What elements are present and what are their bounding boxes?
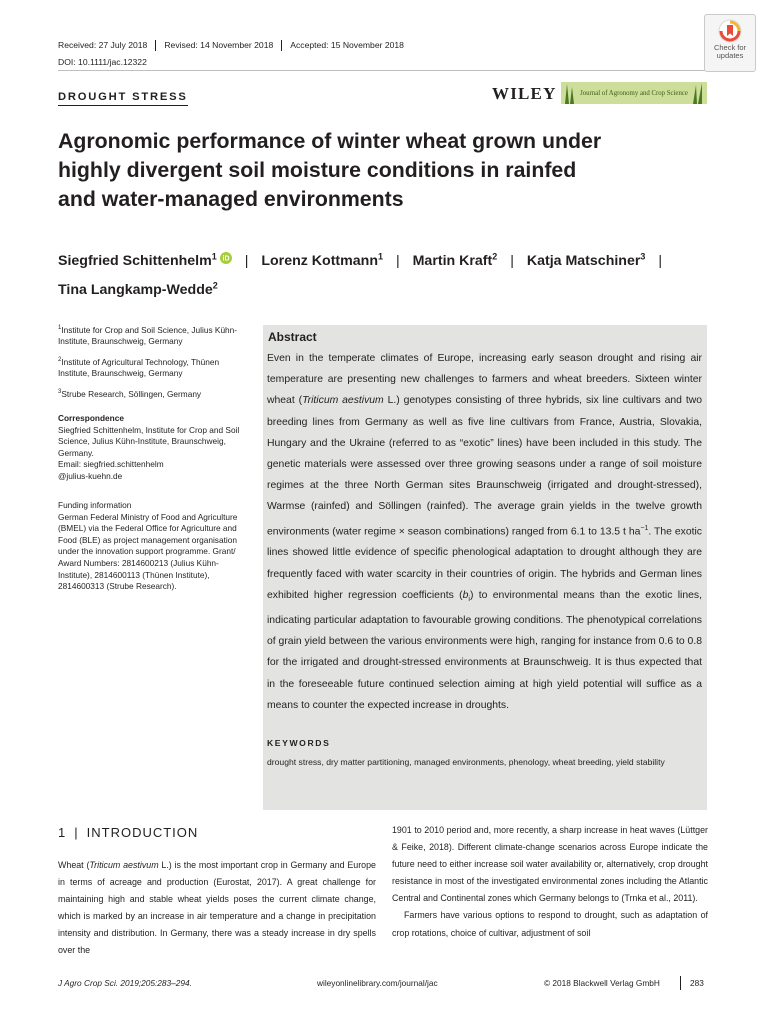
intro-column-1: Wheat (Triticum aestivum L.) is the most important crop in Germany and Europe in terms of acreage and production (Eurostat, 2017). A great challenge for maintaining high and stable wheat yields poses the current climate change, which is marked by an increase in air temperature and a change in precipitation intensity and distribution. In Germany, there was a steady increase in dry spells over the [58,860,376,956]
correspondence-heading: Correspondence [58,413,124,423]
grass-right-icon [691,82,705,104]
journal-banner [561,82,707,104]
author-separator: | [510,252,514,269]
author-separator: | [395,252,400,269]
journal-url[interactable]: wileyonlinelibrary.com/journal/jac [317,978,438,988]
abstract-text: Even in the temperate climates of Europe, increasing early season drought and rising air temperature are presenting new challenges to farmers and wheat breeders. Sixteen winter wheat (Triticum aestivum L.) genotypes consisting of three hybrids, six line cultivars and two breeding lines from Germany as well as five line cultivars from France, Austria, Slovakia, Hungary and the Ukraine (referred to as “exotic” lines) have been included in this study. The genetic materials were assessed over three growing seasons under a range of soil moisture regimes at the three North German sites Braunschweig (irrigated and drought-stressed), Warmse (rainfed) and Söllingen (rainfed). The average grain yields in the twelve growth environments (water regime × season combinations) ranged from 6.1 to 13.5 t $ha^{-1}$. The exotic lines showed little evidence of specific phenological adaptation to drought although they are frequently faced with water scarcity in their countries of origin. The hybrids and German lines exhibited higher regression coefficients $(b_i)$ to environmental means than the exotic lines, indicating particular adaptation to favourable growing conditions. The phenotypical correlations of grain yield between the various environments were high, ranging for instance from 0.6 to 0.8 for the irrigated and drought-stressed environments at Braunschweig. It is thus expected that in the foreseeable future continued selection aiming at high yield potential will suffice as a means to counter the expected increase in droughts. [267,353,702,711]
doi[interactable]: DOI: 10.1111/jac.12322 [58,57,147,67]
intro-paragraph: Farmers have various options to respond to drought, such as adaptation of crop rotations, choice of cultivar, adjustment of soil [392,910,708,938]
author-4[interactable]: Katja Matschiner$^3$ [526,251,646,269]
keywords-list: drought stress, dry matter partitioning, managed environments, phenology, wheat breeding, yield stability [267,757,665,767]
funding-heading: Funding information [58,500,132,510]
intro-column-2 [392,822,708,942]
intro-paragraph: 1901 to 2010 period and, more recently, a sharp increase in heat waves (Lüttger & Feike, 2018). Different climate-change scenarios across Europe indicate the future need to either increase soil water availability or, alternatively, crop drought resistance in most of the investigated environmental zones including the Atlantic Central and Continental zones which Germany belongs to (Trnka et al., 2011). [392,825,708,904]
correspondence-block [58,413,250,483]
article-dates [58,40,420,51]
funding-text: German Federal Ministry of Food and Agriculture (BMEL) via the Federal Office for Agriculture and Food (BLE) as project management organisation under the innovation support programme. Grant/ Award Numbers: 2814600213 (Julius Kühn-Institute), 2814600113 (Thünen Institute), 2814600313 (Strube Research). [58,511,238,592]
grass-left-icon [563,82,577,104]
copyright: © 2018 Blackwell Verlag GmbH [544,978,660,988]
journal-name: Journal of Agronomy and Crop Science [580,89,688,97]
journal-citation: J Agro Crop Sci. 2019;205:283–294. [58,978,192,988]
affiliation-3: $^3$Strube Research, Söllingen, Germany [58,388,202,399]
check-for-updates-button[interactable] [704,14,756,72]
funding-block [58,500,250,593]
author-separator: | [244,252,249,269]
svg-text:iD: iD [222,255,230,263]
affiliation-2: $^2$Institute of Agricultural Technology, Thünen Institute, Braunschweig, Germany [58,356,220,379]
keywords-heading: KEYWORDS [267,738,331,748]
section-title: INTRODUCTION [86,825,199,840]
section-tag: DROUGHT STRESS [58,91,188,106]
affiliation-1: $^1$Institute for Crop and Soil Science, Julius Kühn-Institute, Braunschweig, Germany [58,324,238,347]
article-title: Agronomic performance of winter wheat grown under highly divergent soil moisture conditions in rainfed and water-managed environments [58,129,602,211]
author-2[interactable]: Lorenz Kottmann$^1$ [261,251,384,269]
author-3[interactable]: Martin Kraft$^2$ [412,251,498,269]
section-number: 1 [58,825,67,840]
section-separator: | [74,825,79,840]
author-separator: | [658,252,663,269]
correspondence-text: Siegfried Schittenhelm, Institute for Crop and Soil Science, Julius Kühn-Institute, Braunschweig, Germany. [58,424,240,458]
footer-divider [680,976,681,990]
accepted-date: Accepted: 15 November 2018 [290,40,404,50]
check-label-1: Check for [713,43,747,52]
page-number: 283 [690,978,704,988]
received-date: Received: 27 July 2018 [58,40,156,51]
revised-date: Revised: 14 November 2018 [164,40,282,51]
abstract-heading: Abstract [268,330,317,344]
author-5[interactable]: Tina Langkamp-Wedde$^2$ [58,280,218,299]
header-divider [58,70,706,71]
orcid-icon[interactable] [220,252,232,264]
author-1[interactable]: Siegfried Schittenhelm$^1$ [58,251,217,269]
correspondence-email[interactable]: Email: siegfried.schittenhelm @julius-kuehn.de [58,459,164,481]
publisher-logo: WILEY [492,84,557,103]
author-list [58,244,718,303]
introduction-heading [58,825,198,840]
check-for-updates-icon [718,19,742,43]
check-label-2: updates [716,51,744,60]
